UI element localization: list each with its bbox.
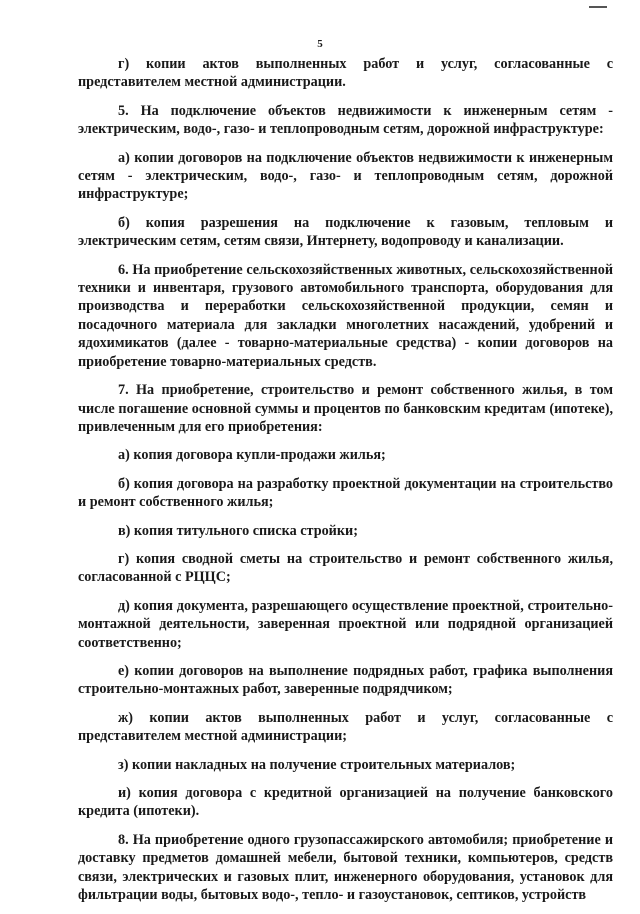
paragraph: а) копии договоров на подключение объектов недвижимости к инженерным сетям - электрическим, водо-, газо- и теплопроводным сетям, дорожной инфраструктуре; (78, 149, 613, 203)
paragraph: г) копии актов выполненных работ и услуг, согласованные с представителем местной администрации. (78, 56, 613, 91)
paragraph: в) копия титульного списка стройки; (118, 522, 358, 539)
scan-mark (589, 6, 607, 8)
paragraph: д) копия документа, разрешающего осуществление проектной, строительно-монтажной деятельности, заверенная проектной или подрядной организацией соответственно; (78, 597, 613, 651)
paragraph: 5. На подключение объектов недвижимости к инженерным сетям - электрическим, водо-, газо- и теплопроводным сетям, дорожной инфраструктуре: (78, 102, 613, 138)
paragraph: е) копии договоров на выполнение подрядных работ, графика выполнения строительно-монтажных работ, заверенные подрядчиком; (78, 662, 613, 698)
paragraph: ж) копии актов выполненных работ и услуг, согласованные с представителем местной администрации; (78, 709, 613, 745)
page-number: 5 (317, 38, 323, 50)
paragraph: г) копия сводной сметы на строительство и ремонт собственного жилья, согласованной с РЦЦС; (78, 550, 613, 586)
paragraph: б) копия разрешения на подключение к газовым, тепловым и электрическим сетям, сетям связи, Интернету, водопроводу и канализации. (78, 214, 613, 250)
document-body (78, 55, 613, 914)
paragraph: б) копия договора на разработку проектной документации на строительство и ремонт собственного жилья; (78, 475, 613, 511)
paragraph: 6. На приобретение сельскохозяйственных животных, сельскохозяйственной техники и инвентаря, грузового автомобильного транспорта, оборудования для производства и переработки сельскохозяйственной продукции, семян и посадочного материала для закладки многолетних насаждений, удобрений и ядохимикатов (далее - товарно-материальные средства) - копии договоров на приобретение товарно-материальных средств. (78, 261, 613, 370)
paragraph: а) копия договора купли-продажи жилья; (118, 447, 386, 464)
paragraph: з) копии накладных на получение строительных материалов; (118, 756, 516, 773)
paragraph: 7. На приобретение, строительство и ремонт собственного жилья, в том числе погашение основной суммы и процентов по банковским кредитам (ипотеке), привлеченным для его приобретения: (78, 382, 613, 435)
paragraph: 8. На приобретение одного грузопассажирского автомобиля; приобретение и доставку предметов домашней мебели, бытовой техники, компьютеров, средств связи, электрических и газовых плит, инженерного оборудования, установок для фильтрации воды, бытовых водо-, тепло- и газоустановок, септиков, устройств (78, 831, 613, 904)
paragraph: и) копия договора с кредитной организацией на получение банковского кредита (ипотеки). (78, 785, 613, 820)
